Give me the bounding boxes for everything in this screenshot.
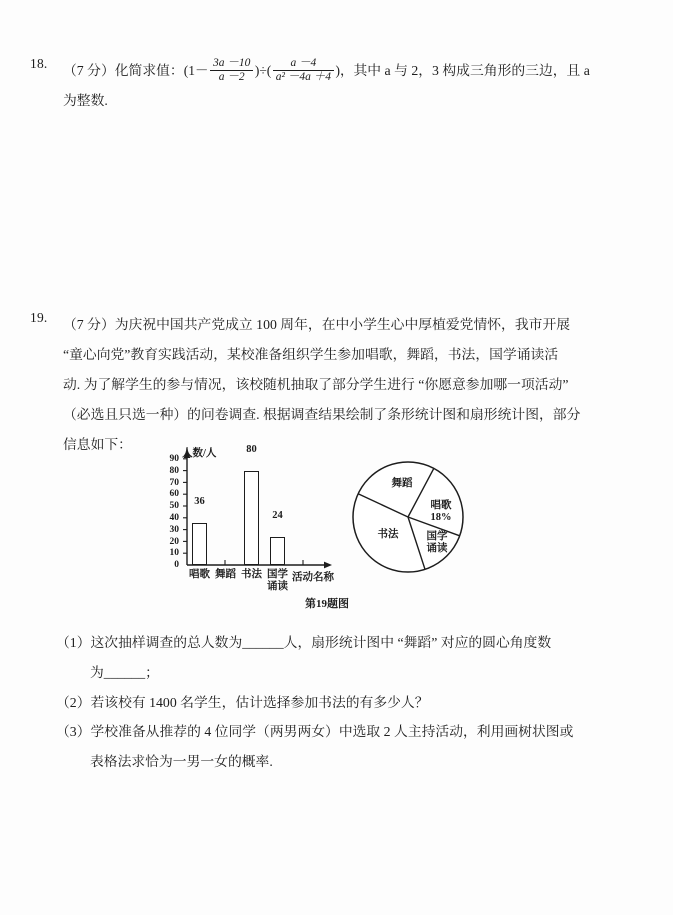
bar-chart-ytick-30: 30 [169, 524, 179, 535]
problem-19-number: 19. [30, 310, 48, 325]
subquestion-1-line-1 [56, 628, 655, 658]
problem-19-stem-line-1 [63, 310, 655, 340]
pie-label-changge-percent: 18% [430, 512, 452, 523]
expr-fraction-2 [273, 57, 334, 85]
subquestion-3-line-2: 表格法求恰为一男一女的概率. [90, 754, 273, 769]
subquestion-3-marker: （3） [56, 724, 91, 739]
problem-19-stem-line-2: “童心向党”教育实践活动，某校准备组织学生参加唱歌，舞蹈，书法，国学诵读活 [63, 347, 559, 362]
bar-chart-ytick-50: 50 [169, 501, 179, 512]
problem-18-condition-line-2: 为整数. [63, 93, 108, 108]
pie-label-guoxue: 国学 [426, 531, 448, 542]
expr-divide: ÷ [259, 63, 267, 78]
pie-label-changge: 唱歌 [430, 500, 452, 511]
bar-category-wudao: 舞蹈 [215, 569, 236, 580]
problem-19-body [63, 310, 655, 460]
expr-fraction-2-denominator: a² －4a ＋4 [273, 70, 334, 85]
problem-19-figures [155, 443, 495, 623]
bar-chart-ytick-20: 20 [169, 536, 179, 547]
expr-fraction-1-numerator: 3a －10 [212, 56, 251, 69]
problem-19-stem-line-4: （必选且只选一种）的问卷调查. 根据调查结果绘制了条形统计图和扇形统计图，部分 [63, 407, 581, 422]
problem-19 [30, 310, 655, 460]
problem-18-points: （7 分） [63, 63, 115, 78]
subquestion-2 [56, 688, 655, 718]
subquestion-3 [56, 717, 655, 777]
bar-chart-ytick-40: 40 [169, 512, 179, 523]
problem-18-expression [183, 56, 354, 84]
expr-fraction-2-numerator: a －4 [290, 56, 317, 69]
bar-category-changge: 唱歌 [189, 569, 210, 580]
subquestion-3-text-1: 学校准备从推荐的 4 位同学（两男两女）中选取 2 人主持活动，利用画树状图或 [90, 724, 574, 739]
expr-close-paren-2: ) [335, 63, 340, 78]
bar-chart-y-axis-label: 人数/人 [182, 448, 217, 459]
problem-19-stem-line-3: 动. 为了解学生的参与情况，该校随机抽取了部分学生进行 “你愿意参加哪一项活动” [63, 377, 569, 392]
expr-close-paren-1: ) [254, 63, 260, 78]
problem-19-subquestions [30, 628, 655, 688]
pie-chart [345, 445, 475, 580]
bar-value-shufa: 80 [246, 443, 257, 455]
bar-chart-ytick-70: 70 [169, 477, 179, 488]
pie-label-shufa: 书法 [377, 529, 399, 540]
bar-category-shufa: 书法 [241, 569, 262, 580]
problem-19-subquestion-2-wrap [30, 688, 655, 718]
expr-open-paren-2: ( [266, 63, 272, 78]
expr-fraction-1-denominator: a －2 [210, 70, 253, 85]
subquestion-1 [56, 628, 655, 688]
bar-chart [155, 443, 340, 618]
pie-label-wudao: 舞蹈 [391, 478, 413, 489]
problem-18-body [63, 56, 655, 116]
subquestion-1-line-2: 为______； [90, 665, 159, 680]
bar-chart-ytick-0: 0 [174, 560, 179, 570]
subquestion-2-text-1: 若该校有 1400 名学生，估计选择参加书法的有多少人？ [90, 695, 429, 710]
subquestion-2-marker: （2） [56, 695, 91, 710]
subquestion-1-marker: （1） [56, 635, 91, 650]
subquestion-3-line-1 [56, 717, 655, 747]
bar-category-guoxue: 国学 [267, 569, 288, 580]
bar-category-songdu: 诵读 [267, 581, 288, 592]
bar-value-guoxuesongdu: 24 [272, 509, 283, 521]
figure-caption: 第19题图 [305, 598, 349, 610]
problem-19-subquestion-3-wrap [30, 717, 655, 777]
bar-changge [192, 523, 207, 566]
expr-comma: ， [339, 63, 354, 78]
bar-value-changge: 36 [194, 495, 205, 507]
problem-18-number: 18. [30, 56, 48, 71]
bar-shufa [244, 471, 259, 565]
subquestion-2-line-1 [56, 688, 655, 718]
expr-fraction-1 [210, 57, 253, 85]
problem-18-line-1 [63, 56, 655, 86]
bar-chart-ytick-80: 80 [169, 465, 179, 476]
expr-open-paren: ( [183, 63, 189, 78]
problem-19-points: （7 分） [63, 317, 115, 332]
problem-18-line-2 [63, 86, 655, 116]
bar-chart-ytick-90: 90 [169, 453, 179, 464]
bar-chart-x-axis-label: 活动名称 [292, 572, 334, 583]
bar-chart-x-axis-arrow [324, 562, 332, 569]
problem-19-stem-text-1: 为庆祝中国共产党成立 100 周年，在中小学生心中厚植爱党情怀，我市开展 [114, 317, 571, 332]
problem-19-stem-line-5: 信息如下： [63, 437, 132, 452]
bar-guoxuesongdu [270, 537, 285, 565]
problem-18-condition-line-1: 其中 a 与 2，3 构成三角形的三边，且 a [353, 63, 590, 78]
problem-18-prompt: 化简求值： [114, 63, 184, 78]
bar-chart-ytick-60: 60 [169, 489, 179, 500]
expr-one: 1 [188, 63, 195, 78]
pie-label-songdu: 诵读 [426, 543, 448, 554]
subquestion-1-text-1: 这次抽样调查的总人数为______人，扇形统计图中 “舞蹈” 对应的圆心角度数 [90, 635, 552, 650]
bar-chart-ytick-10: 10 [169, 548, 179, 558]
problem-18 [30, 56, 655, 116]
expr-minus: － [194, 63, 209, 78]
